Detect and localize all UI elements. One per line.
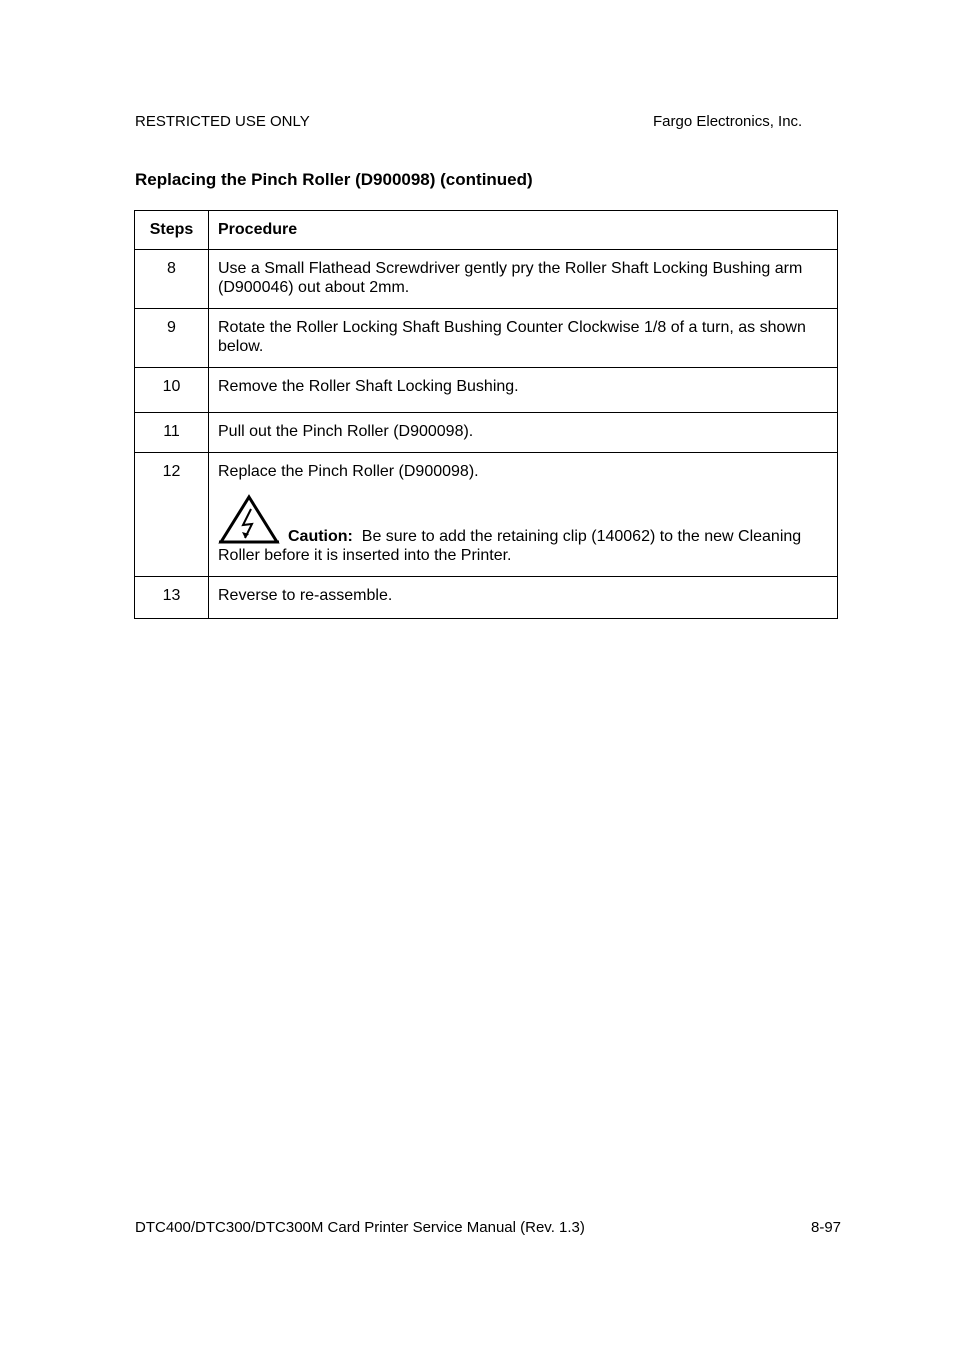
table-row — [135, 413, 838, 453]
table-row — [135, 250, 838, 309]
caution-note — [218, 494, 825, 565]
electrical-hazard-warning-icon — [218, 494, 280, 546]
step-number: 9 — [135, 309, 209, 368]
step-procedure: Rotate the Roller Locking Shaft Bushing Counter Clockwise 1/8 of a turn, as shown below. — [209, 309, 838, 368]
procedure-table — [134, 210, 838, 619]
caution-text: Be sure to add the retaining clip (140062) to the new Cleaning Roller before it is inserted into the Printer. — [218, 528, 802, 564]
step-number: 10 — [135, 368, 209, 413]
step-procedure-text: Replace the Pinch Roller (D900098). — [218, 463, 479, 480]
step-number: 13 — [135, 577, 209, 619]
step-procedure: Pull out the Pinch Roller (D900098). — [209, 413, 838, 453]
column-header-procedure: Procedure — [209, 211, 838, 250]
table-row — [135, 368, 838, 413]
caution-label: Caution: — [288, 528, 353, 545]
header-company-name: Fargo Electronics, Inc. — [653, 113, 803, 130]
table-header-row — [135, 211, 838, 250]
table-row — [135, 309, 838, 368]
header-restricted-label: RESTRICTED USE ONLY — [135, 113, 310, 130]
step-number: 12 — [135, 453, 209, 577]
step-number: 11 — [135, 413, 209, 453]
step-procedure — [209, 453, 838, 577]
section-title: Replacing the Pinch Roller (D900098) (continued) — [135, 170, 533, 189]
step-procedure: Reverse to re-assemble. — [209, 577, 838, 619]
table-row — [135, 453, 838, 577]
footer-page-number: 8-97 — [811, 1219, 842, 1236]
table-row — [135, 577, 838, 619]
step-number: 8 — [135, 250, 209, 309]
step-procedure: Use a Small Flathead Screwdriver gently pry the Roller Shaft Locking Bushing arm (D900046) out about 2mm. — [209, 250, 838, 309]
column-header-steps: Steps — [135, 211, 209, 250]
footer-manual-title: DTC400/DTC300/DTC300M Card Printer Service Manual (Rev. 1.3) — [135, 1219, 585, 1236]
step-procedure: Remove the Roller Shaft Locking Bushing. — [209, 368, 838, 413]
